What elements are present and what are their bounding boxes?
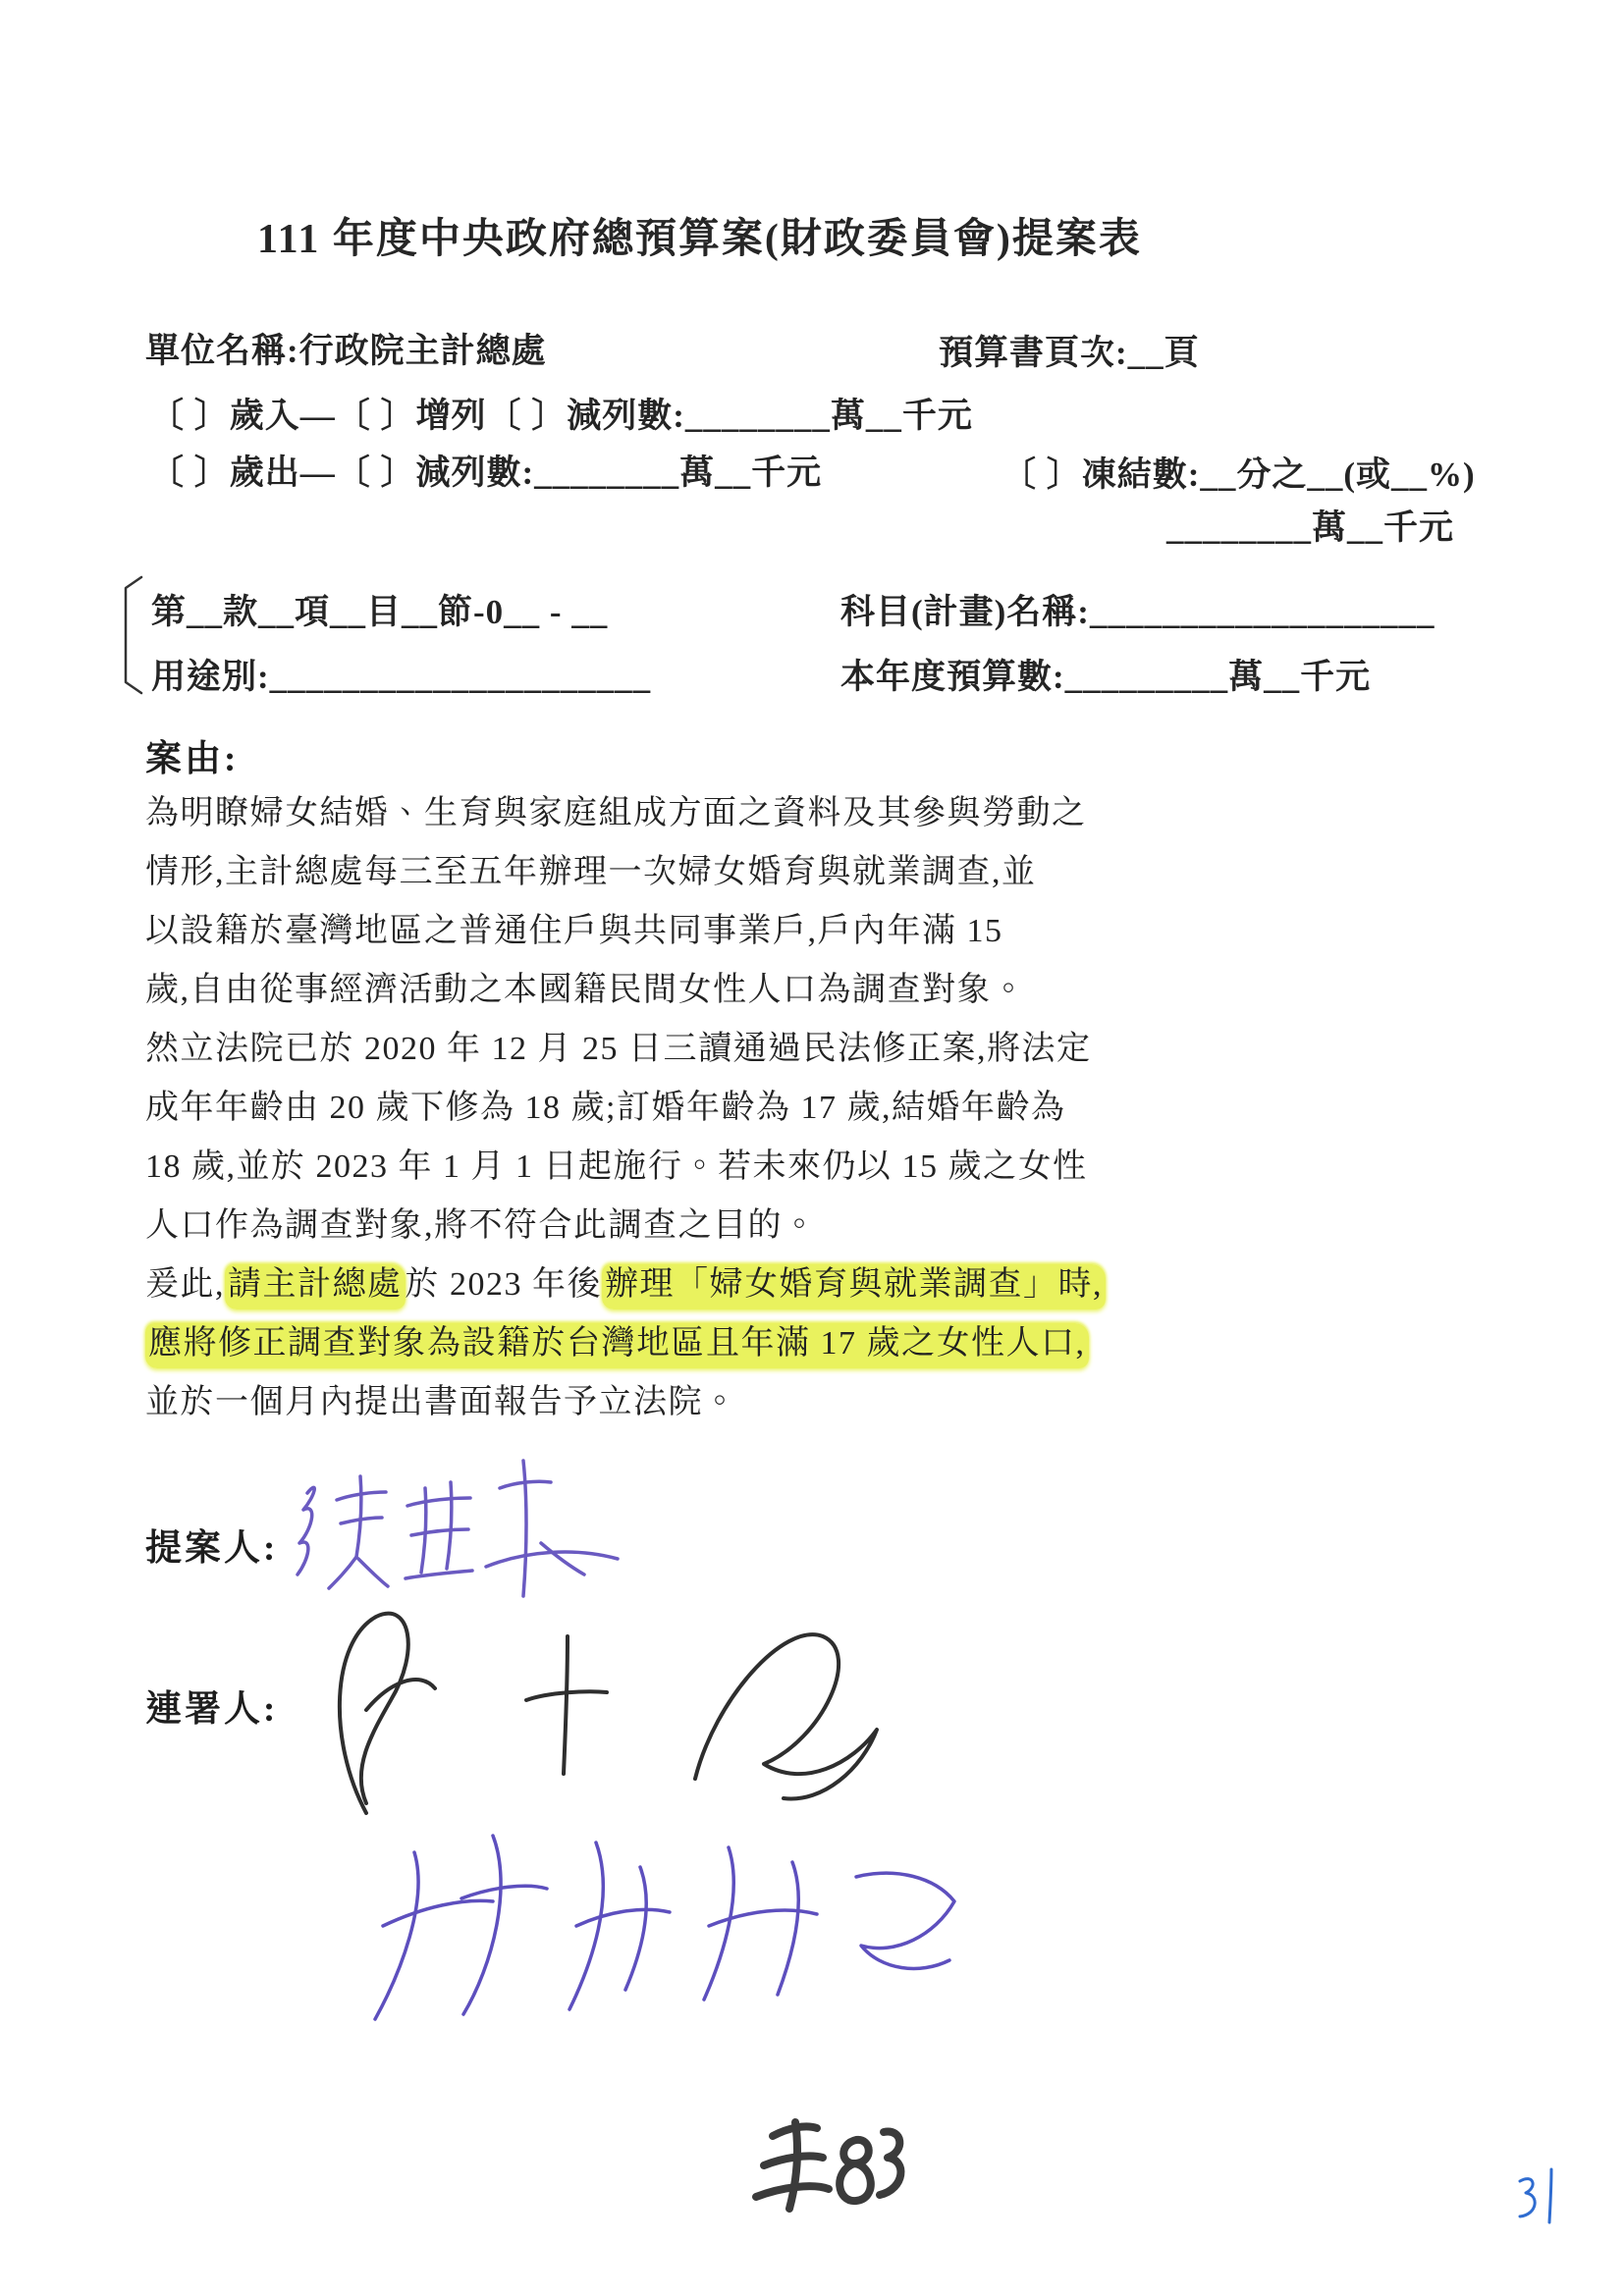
case-line	[145, 1079, 1127, 1138]
page-number-handwritten	[1508, 2160, 1567, 2228]
cosigner-signature-2	[346, 1808, 974, 2044]
bottom-center-handwritten-mark	[719, 2112, 905, 2230]
case-line	[145, 1255, 1127, 1314]
case-line	[145, 1020, 1127, 1079]
case-line	[145, 961, 1127, 1020]
subject-block-bracket	[118, 575, 145, 695]
case-text: 為明瞭婦女結婚、生育與家庭組成方面之資料及其參與勞動之	[145, 795, 1087, 831]
budget-book-page-line: 預算書頁次:__頁	[939, 334, 1200, 372]
case-line	[145, 843, 1127, 902]
case-line	[145, 1314, 1127, 1373]
case-reason-body	[145, 784, 1127, 1432]
highlighted-text: 應將修正調查對象為設籍於台灣地區且年滿 17 歲之女性人口,	[145, 1323, 1089, 1368]
revenue-checkbox-line: 〔 〕歲入—〔 〕增列〔 〕減列數:________萬__千元	[149, 397, 973, 435]
freeze-checkbox-line: 〔 〕凍結數:__分之__(或__%)	[1001, 455, 1476, 494]
case-text: 於 2023 年後	[405, 1266, 602, 1303]
case-text: 人口作為調查對象,將不符合此調查之目的。	[145, 1207, 818, 1244]
unit-name-line: 單位名稱:行政院主計總處	[145, 332, 547, 370]
case-line	[145, 784, 1127, 843]
case-line	[145, 1138, 1127, 1197]
subject-name-line: 科目(計畫)名稱:___________________	[840, 593, 1435, 631]
case-text: 18 歲,並於 2023 年 1 月 1 日起施行。若未來仍以 15 歲之女性	[145, 1148, 1088, 1185]
case-text: 歲,自由從事經濟活動之本國籍民間女性人口為調查對象。	[145, 972, 1027, 1008]
cosigner-signature-1	[273, 1582, 882, 1828]
case-reason-label: 案由:	[145, 739, 240, 779]
case-text: 爰此,	[145, 1266, 225, 1303]
highlighted-text: 辦理「婦女婚育與就業調查」時,	[602, 1264, 1106, 1309]
year-budget-line: 本年度預算數:_________萬__千元	[840, 658, 1372, 696]
case-line	[145, 902, 1127, 961]
document-title: 111 年度中央政府總預算案(財政委員會)提案表	[257, 217, 1142, 262]
cosigner-label: 連署人:	[145, 1689, 279, 1730]
freeze-amount-line: ________萬__千元	[1166, 508, 1455, 547]
case-line	[145, 1373, 1127, 1432]
usage-type-line: 用途別:_____________________	[151, 658, 652, 696]
case-text: 情形,主計總處每三至五年辦理一次婦女婚育與就業調查,並	[145, 854, 1037, 890]
proposer-label: 提案人:	[145, 1528, 279, 1569]
expenditure-checkbox-line: 〔 〕歲出—〔 〕減列數:________萬__千元	[149, 454, 823, 492]
case-line	[145, 1197, 1127, 1255]
case-text: 然立法院已於 2020 年 12 月 25 日三讀通過民法修正案,將法定	[145, 1031, 1092, 1067]
item-section-line: 第__款__項__目__節-0__ - __	[151, 593, 609, 631]
case-text: 成年年齡由 20 歲下修為 18 歲;訂婚年齡為 17 歲,結婚年齡為	[145, 1090, 1066, 1126]
highlighted-text: 請主計總處	[225, 1264, 406, 1309]
case-text: 並於一個月內提出書面報告予立法院。	[145, 1384, 738, 1420]
case-text: 以設籍於臺灣地區之普通住戶與共同事業戶,戶內年滿 15	[145, 913, 1003, 949]
